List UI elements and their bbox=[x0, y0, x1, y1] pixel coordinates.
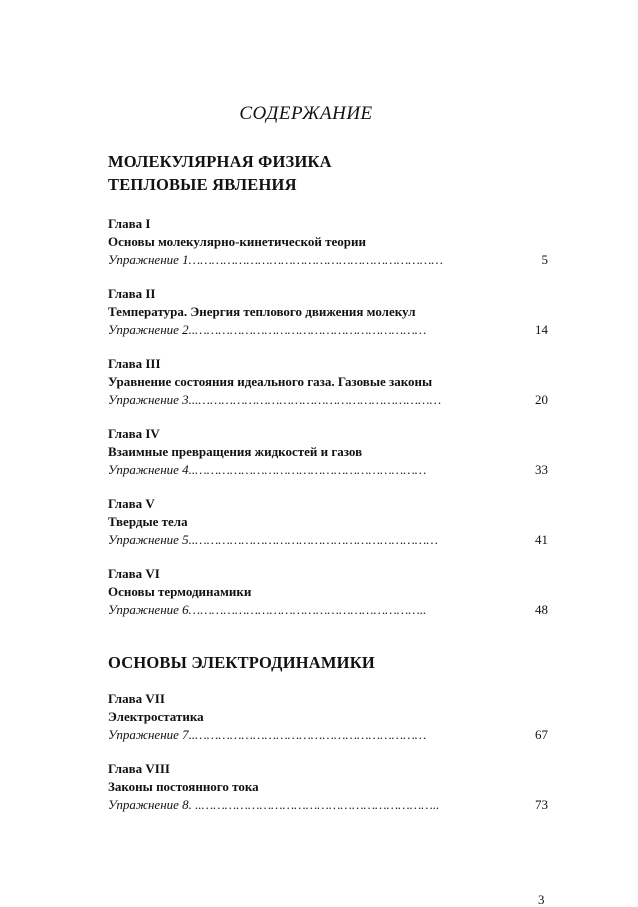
chapter-label: Глава V bbox=[108, 496, 155, 511]
exercise-text bbox=[108, 251, 504, 269]
chapter-label: Глава IV bbox=[108, 426, 160, 441]
dot-leader: ..……………………………………………………… bbox=[188, 532, 438, 547]
part-heading-line: ТЕПЛОВЫЕ ЯВЛЕНИЯ bbox=[108, 175, 297, 194]
exercise-row bbox=[108, 321, 548, 339]
chapter-title: Основы термодинамики bbox=[108, 584, 252, 599]
page-ref: 41 bbox=[535, 532, 548, 547]
toc-entry-chapter-4 bbox=[108, 425, 548, 479]
exercise-text bbox=[108, 726, 504, 744]
chapter-label: Глава II bbox=[108, 286, 156, 301]
exercise-label: Упражнение 4 bbox=[108, 462, 189, 477]
exercise-row bbox=[108, 726, 548, 744]
exercise-label: Упражнение 3 bbox=[108, 392, 189, 407]
page-ref: 33 bbox=[535, 462, 548, 477]
chapter-title: Уравнение состояния идеального газа. Газовые законы bbox=[108, 374, 433, 389]
chapter-label: Глава III bbox=[108, 356, 161, 371]
exercise-label: Упражнение 7 bbox=[108, 727, 189, 742]
exercise-row bbox=[108, 461, 548, 479]
chapter-label: Глава I bbox=[108, 216, 151, 231]
part-heading-electrodynamics bbox=[108, 651, 375, 674]
exercise-label: Упражнение 6 bbox=[108, 602, 189, 617]
page-ref: 48 bbox=[535, 602, 548, 617]
exercise-row bbox=[108, 796, 548, 814]
toc-entry-chapter-7 bbox=[108, 690, 548, 744]
exercise-row bbox=[108, 531, 548, 549]
chapter-label: Глава VI bbox=[108, 566, 160, 581]
exercise-text bbox=[108, 531, 504, 549]
chapter-title: Взаимные превращения жидкостей и газов bbox=[108, 444, 363, 459]
dot-leader: ..…………………………………………………… bbox=[188, 462, 427, 477]
page-ref: 67 bbox=[535, 727, 548, 742]
page-number: 3 bbox=[538, 892, 545, 907]
chapter-title: Электростатика bbox=[108, 709, 204, 724]
chapter-title: Температура. Энергия теплового движения молекул bbox=[108, 304, 416, 319]
exercise-row bbox=[108, 251, 548, 269]
exercise-row bbox=[108, 601, 548, 619]
chapter-label: Глава VIII bbox=[108, 761, 170, 776]
exercise-text bbox=[108, 461, 504, 479]
exercise-label: Упражнение 8. bbox=[108, 797, 192, 812]
exercise-text bbox=[108, 601, 504, 619]
toc-entry-chapter-8 bbox=[108, 760, 548, 814]
toc-entry-chapter-1 bbox=[108, 215, 548, 269]
dot-leader: ..…………………………………………………… bbox=[188, 322, 427, 337]
chapter-title: Твердые тела bbox=[108, 514, 188, 529]
chapter-title: Законы постоянного тока bbox=[108, 779, 259, 794]
page-ref: 5 bbox=[541, 252, 548, 267]
exercise-text bbox=[108, 321, 504, 339]
exercise-text bbox=[108, 391, 504, 409]
dot-leader: …………………………………………………….. bbox=[188, 602, 427, 617]
chapter-label: Глава VII bbox=[108, 691, 165, 706]
dot-leader: ..…………………………………………………….. bbox=[191, 797, 440, 812]
toc-entry-chapter-5 bbox=[108, 495, 548, 549]
dot-leader: ...……………………………………………………… bbox=[188, 392, 442, 407]
exercise-row bbox=[108, 391, 548, 409]
dot-leader: ..…………………………………………………… bbox=[188, 727, 427, 742]
chapter-title: Основы молекулярно-кинетической теории bbox=[108, 234, 366, 249]
part-heading-line: ОСНОВЫ ЭЛЕКТРОДИНАМИКИ bbox=[108, 653, 375, 672]
page-title: СОДЕРЖАНИЕ bbox=[239, 103, 373, 124]
part-heading-molecular-physics bbox=[108, 150, 332, 196]
exercise-label: Упражнение 1 bbox=[108, 252, 189, 267]
dot-leader: ………………………………………………………… bbox=[188, 252, 443, 267]
toc-entry-chapter-6 bbox=[108, 565, 548, 619]
exercise-label: Упражнение 2 bbox=[108, 322, 189, 337]
toc-entry-chapter-3 bbox=[108, 355, 548, 409]
page-ref: 20 bbox=[535, 392, 548, 407]
page-ref: 14 bbox=[535, 322, 548, 337]
toc-entry-chapter-2 bbox=[108, 285, 548, 339]
exercise-text bbox=[108, 796, 504, 814]
exercise-label: Упражнение 5 bbox=[108, 532, 189, 547]
page-ref: 73 bbox=[535, 797, 548, 812]
part-heading-line: МОЛЕКУЛЯРНАЯ ФИЗИКА bbox=[108, 152, 332, 171]
